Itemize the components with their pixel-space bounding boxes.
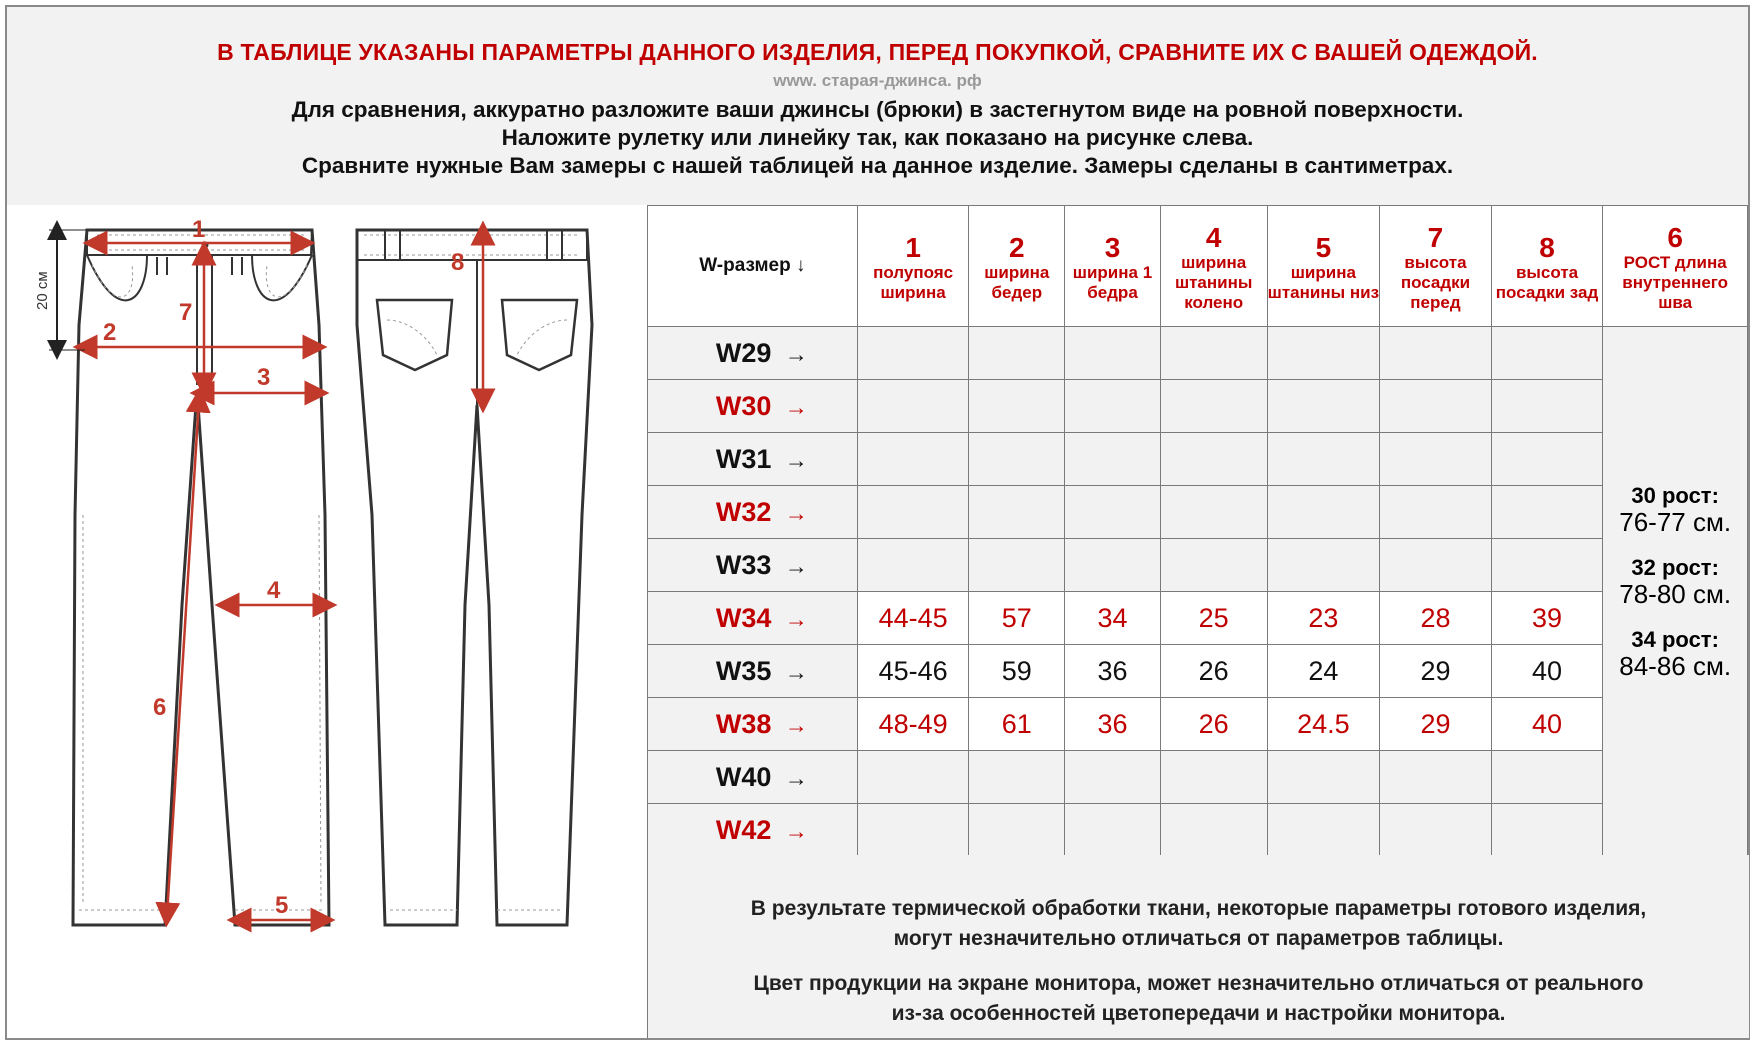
column-header: 8 высота посадки зад xyxy=(1491,206,1603,327)
measure-cell xyxy=(969,804,1065,857)
mark-1: 1 xyxy=(192,216,206,243)
measure-cell xyxy=(1380,751,1492,804)
measure-cell xyxy=(1380,433,1492,486)
measure-cell: 28 xyxy=(1380,592,1492,645)
size-cell xyxy=(648,486,858,539)
instruction-line-3: Сравните нужные Вам замеры с нашей таблицей на данное изделие. Замеры сделаны в сантиметрах. xyxy=(301,153,1454,178)
size-chart-frame xyxy=(5,5,1750,1040)
size-label: W35 xyxy=(715,655,772,686)
size-cell xyxy=(648,698,858,751)
table-row xyxy=(648,698,1748,751)
measure-cell xyxy=(1491,804,1603,857)
size-label: W33 xyxy=(715,549,772,580)
size-label: W40 xyxy=(715,761,772,792)
measure-cell: 59 xyxy=(969,645,1065,698)
measure-cell: 29 xyxy=(1380,645,1492,698)
instruction-line-2: Наложите рулетку или линейку так, как показано на рисунке слева. xyxy=(501,125,1254,150)
measure-cell: 40 xyxy=(1491,645,1603,698)
measure-cell xyxy=(969,327,1065,380)
column-header: 7 высота посадки перед xyxy=(1380,206,1492,327)
table-row xyxy=(648,592,1748,645)
table-row xyxy=(648,327,1748,380)
measure-cell xyxy=(1160,327,1267,380)
measure-cell xyxy=(1380,486,1492,539)
measure-cell xyxy=(857,380,969,433)
footer-panel xyxy=(647,855,1749,1038)
size-cell xyxy=(648,645,858,698)
measure-cell xyxy=(1160,433,1267,486)
measure-cell xyxy=(1267,539,1380,592)
table-row xyxy=(648,380,1748,433)
mark-2: 2 xyxy=(103,319,117,346)
measure-cell xyxy=(1065,380,1161,433)
measure-cell xyxy=(969,433,1065,486)
size-label: W42 xyxy=(715,814,772,845)
right-arrow-icon: → xyxy=(784,605,808,632)
table-row xyxy=(648,433,1748,486)
instruction-line-1: Для сравнения, аккуратно разложите ваши джинсы (брюки) в застегнутом виде на ровной поверхности. xyxy=(291,97,1464,122)
size-label: W31 xyxy=(715,443,772,474)
height-value: 76-77 см. xyxy=(1619,506,1732,537)
jeans-measurement-drawing xyxy=(7,205,647,1038)
right-arrow-icon: → xyxy=(784,711,808,738)
right-arrow-icon: → xyxy=(784,817,808,844)
measure-cell: 24 xyxy=(1267,645,1380,698)
mark-8: 8 xyxy=(451,249,465,276)
measure-cell xyxy=(1380,539,1492,592)
measure-cell xyxy=(1491,327,1603,380)
measure-cell xyxy=(1267,751,1380,804)
measure-cell xyxy=(1491,380,1603,433)
measure-cell xyxy=(969,539,1065,592)
measure-cell xyxy=(1065,486,1161,539)
footer-note-1a: В результате термической обработки ткани, некоторые параметры готового изделия, xyxy=(750,897,1647,920)
measure-cell xyxy=(1380,804,1492,857)
size-cell xyxy=(648,751,858,804)
measure-cell: 40 xyxy=(1491,698,1603,751)
measure-cell xyxy=(1065,327,1161,380)
right-arrow-icon: → xyxy=(784,393,808,420)
column-header: 2 ширина бедер xyxy=(969,206,1065,327)
height-cell xyxy=(1603,327,1748,857)
size-cell xyxy=(648,380,858,433)
measure-cell xyxy=(1160,804,1267,857)
size-label: W30 xyxy=(715,390,772,421)
right-arrow-icon: → xyxy=(784,552,808,579)
measure-cell: 26 xyxy=(1160,645,1267,698)
size-cell xyxy=(648,804,858,857)
measure-cell xyxy=(1491,486,1603,539)
size-table xyxy=(647,205,1748,857)
size-cell xyxy=(648,327,858,380)
measure-cell xyxy=(969,380,1065,433)
measure-cell xyxy=(1160,380,1267,433)
measure-cell xyxy=(1267,327,1380,380)
back-view xyxy=(357,230,592,925)
measure-cell: 45-46 xyxy=(857,645,969,698)
size-label: W38 xyxy=(715,708,772,739)
measure-cell xyxy=(969,751,1065,804)
mark-7: 7 xyxy=(179,299,193,326)
measure-cell: 39 xyxy=(1491,592,1603,645)
footer-note-2b: из-за особенностей цветопередачи и настройки монитора. xyxy=(891,1002,1506,1025)
measure-cell xyxy=(857,433,969,486)
measure-cell xyxy=(857,327,969,380)
measure-cell xyxy=(1267,486,1380,539)
right-arrow-icon: → xyxy=(784,658,808,685)
measure-cell: 25 xyxy=(1160,592,1267,645)
measure-cell xyxy=(1267,804,1380,857)
size-cell xyxy=(648,592,858,645)
measure-cell xyxy=(1380,327,1492,380)
measure-cell xyxy=(857,804,969,857)
height-label: 30 рост: xyxy=(1631,482,1719,508)
table-header-row xyxy=(648,206,1748,327)
size-label: W29 xyxy=(715,337,772,368)
measure-cell: 61 xyxy=(969,698,1065,751)
column-header: 6 РОСТ длина внутреннего шва xyxy=(1603,206,1748,327)
measure-cell xyxy=(857,539,969,592)
footer-note-1b: могут незначительно отличаться от параметров таблицы. xyxy=(893,927,1504,950)
size-cell xyxy=(648,539,858,592)
measure-cell: 26 xyxy=(1160,698,1267,751)
measure-cell xyxy=(1380,380,1492,433)
size-label: W34 xyxy=(715,602,772,633)
size-cell xyxy=(648,433,858,486)
table-row xyxy=(648,751,1748,804)
header-panel xyxy=(7,7,1748,206)
header-title: В ТАБЛИЦЕ УКАЗАНЫ ПАРАМЕТРЫ ДАННОГО ИЗДЕЛИЯ, ПЕРЕД ПОКУПКОЙ, СРАВНИТЕ ИХ С ВАШЕЙ ОДЕЖДОЙ. xyxy=(217,39,1538,65)
mark-3: 3 xyxy=(257,364,271,391)
table-row xyxy=(648,645,1748,698)
measure-cell: 36 xyxy=(1065,645,1161,698)
column-header: 4 ширина штанины колено xyxy=(1160,206,1267,327)
height-label: 34 рост: xyxy=(1631,626,1719,652)
footer-note-2a: Цвет продукции на экране монитора, может незначительно отличаться от реального xyxy=(753,972,1644,995)
column-header: 3 ширина 1 бедра xyxy=(1065,206,1161,327)
measure-cell xyxy=(1065,539,1161,592)
measure-cell xyxy=(1491,539,1603,592)
mark-5: 5 xyxy=(275,892,289,919)
measure-cell xyxy=(857,486,969,539)
table-row xyxy=(648,804,1748,857)
mark-6: 6 xyxy=(153,694,167,721)
measure-cell xyxy=(1491,751,1603,804)
right-arrow-icon: → xyxy=(784,764,808,791)
height-value: 78-80 см. xyxy=(1619,578,1732,609)
measure-cell: 57 xyxy=(969,592,1065,645)
measure-cell xyxy=(1267,433,1380,486)
measure-cell xyxy=(1491,433,1603,486)
measure-cell xyxy=(1267,380,1380,433)
measure-cell: 34 xyxy=(1065,592,1161,645)
table-body xyxy=(648,327,1748,857)
measure-cell xyxy=(1065,751,1161,804)
measure-cell xyxy=(969,486,1065,539)
column-header: 1 полупояс ширина xyxy=(857,206,969,327)
right-arrow-icon: → xyxy=(784,499,808,526)
measure-cell: 48-49 xyxy=(857,698,969,751)
right-arrow-icon: → xyxy=(784,446,808,473)
measure-cell xyxy=(857,751,969,804)
site-url: www. старая-джинса. рф xyxy=(773,71,982,90)
measure-cell: 24.5 xyxy=(1267,698,1380,751)
scale-label: 20 см xyxy=(34,271,51,310)
jeans-diagram-svg xyxy=(7,205,647,1038)
size-label: W32 xyxy=(715,496,772,527)
height-label: 32 рост: xyxy=(1631,554,1719,580)
size-column-header: W-размер ↓ xyxy=(648,206,858,327)
measure-cell xyxy=(1065,433,1161,486)
measure-cell: 29 xyxy=(1380,698,1492,751)
measure-cell: 36 xyxy=(1065,698,1161,751)
right-arrow-icon: → xyxy=(784,340,808,367)
column-header: 5 ширина штанины низ xyxy=(1267,206,1380,327)
table-row xyxy=(648,486,1748,539)
table-row xyxy=(648,539,1748,592)
measure-cell xyxy=(1065,804,1161,857)
measure-cell: 23 xyxy=(1267,592,1380,645)
measure-cell xyxy=(1160,751,1267,804)
height-value: 84-86 см. xyxy=(1619,650,1732,681)
measure-cell: 44-45 xyxy=(857,592,969,645)
mark-4: 4 xyxy=(267,577,281,604)
measure-cell xyxy=(1160,539,1267,592)
measure-cell xyxy=(1160,486,1267,539)
